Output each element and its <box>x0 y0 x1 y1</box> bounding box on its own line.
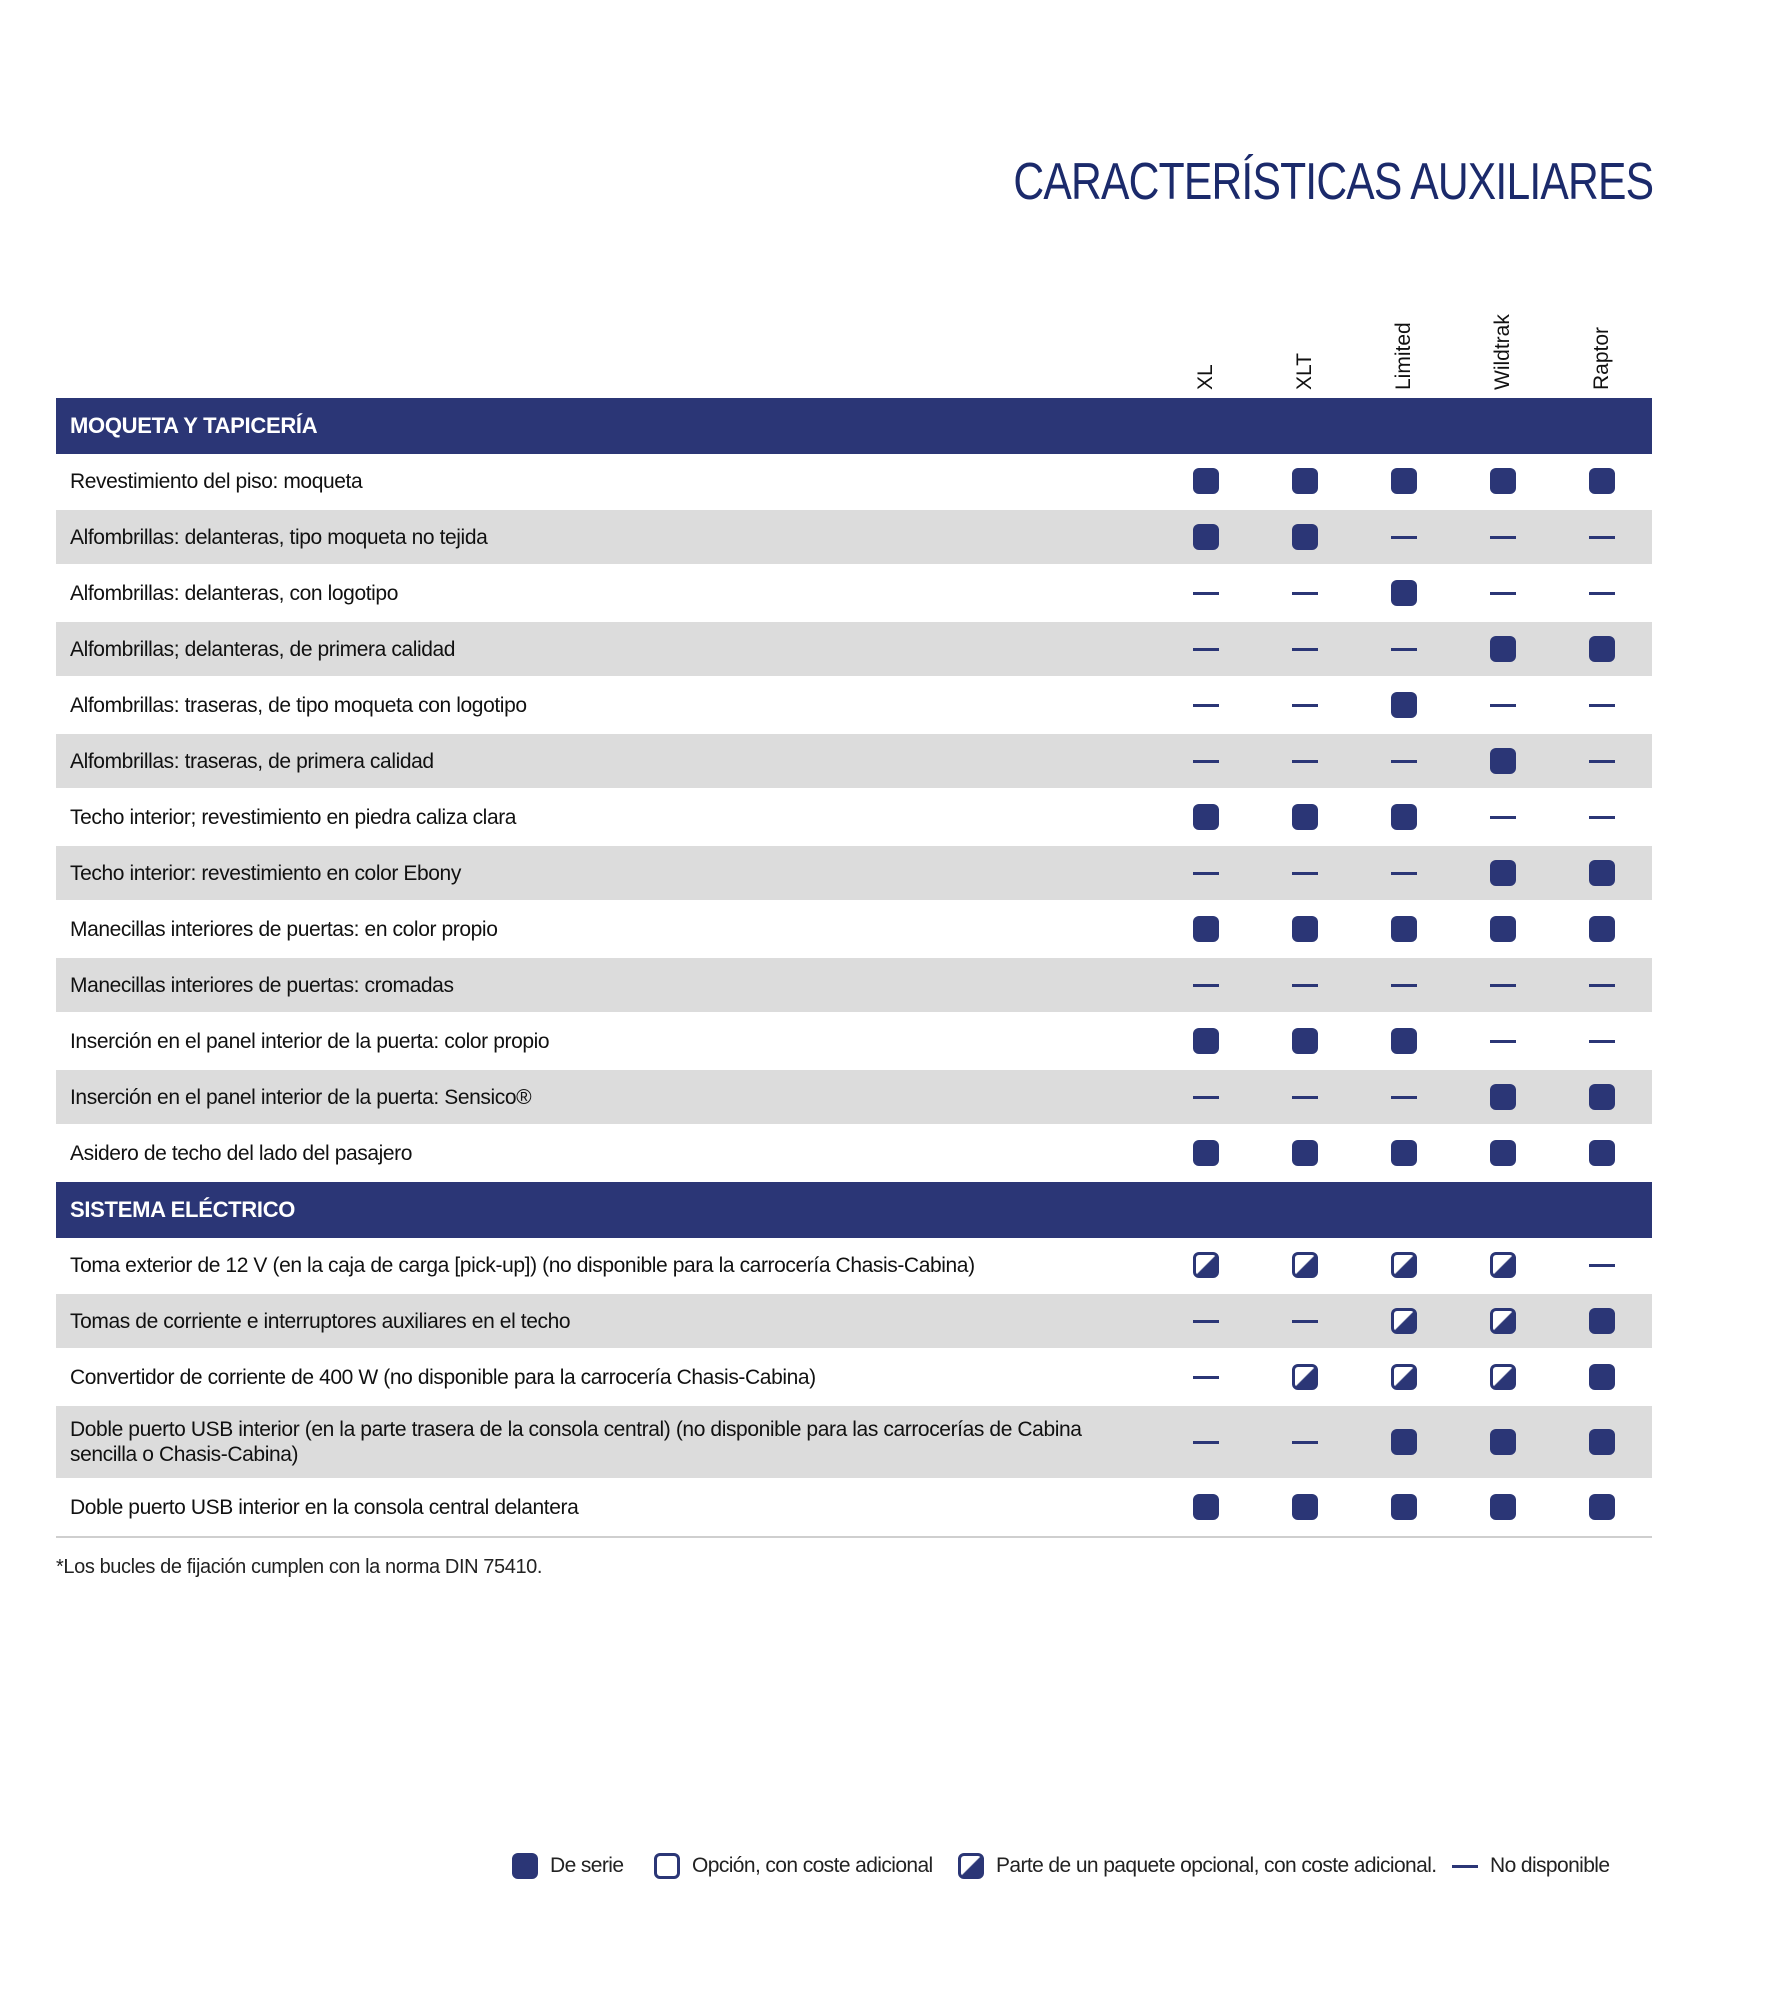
table-cell <box>1587 802 1617 832</box>
standard-icon <box>512 1853 538 1879</box>
dash-icon <box>1292 648 1318 651</box>
table-cell <box>1587 1138 1617 1168</box>
package-icon <box>1292 1364 1318 1390</box>
row-label: Inserción en el panel interior de la puerta: color propio <box>70 1029 550 1053</box>
table-row <box>56 958 1652 1014</box>
dash-icon <box>1292 1441 1318 1444</box>
table-bottom-rule <box>56 1536 1652 1538</box>
dash-icon <box>1292 1320 1318 1323</box>
dash-icon <box>1490 984 1516 987</box>
legend-option <box>654 1846 933 1886</box>
standard-icon <box>1490 1084 1516 1110</box>
dash-icon <box>1193 1096 1219 1099</box>
table-cell <box>1587 1250 1617 1280</box>
standard-icon <box>1292 524 1318 550</box>
table-cell <box>1191 578 1221 608</box>
table-cell <box>1488 1082 1518 1112</box>
dash-icon <box>1292 704 1318 707</box>
table-cell <box>1389 802 1419 832</box>
legend-standard <box>512 1846 623 1886</box>
table-row <box>56 1294 1652 1350</box>
table-cell <box>1587 634 1617 664</box>
standard-icon <box>1292 1028 1318 1054</box>
section-header: SISTEMA ELÉCTRICO <box>56 1182 1652 1238</box>
legend <box>0 1846 1779 1886</box>
table-row <box>56 510 1652 566</box>
table-cell <box>1389 746 1419 776</box>
standard-icon <box>1589 1308 1615 1334</box>
dash-icon <box>1452 1865 1478 1868</box>
table-cell <box>1290 1427 1320 1457</box>
dash-icon <box>1193 592 1219 595</box>
table-cell <box>1488 1306 1518 1336</box>
standard-icon <box>1292 1494 1318 1520</box>
table-cell <box>1191 1138 1221 1168</box>
row-label: Tomas de corriente e interruptores auxiliares en el techo <box>70 1309 571 1333</box>
standard-icon <box>1589 1494 1615 1520</box>
dash-icon <box>1589 592 1615 595</box>
table-cell <box>1488 802 1518 832</box>
page-title: CARACTERÍSTICAS AUXILIARES <box>1013 153 1653 211</box>
row-label: Alfombrillas; delanteras, de primera calidad <box>70 637 456 661</box>
standard-icon <box>1193 804 1219 830</box>
column-header-label: XLT <box>1293 353 1316 390</box>
row-label: Convertidor de corriente de 400 W (no disponible para la carrocería Chasis-Cabina) <box>70 1365 816 1389</box>
table-cell <box>1191 746 1221 776</box>
table-cell <box>1191 1492 1221 1522</box>
table-cell <box>1587 1306 1617 1336</box>
dash-icon <box>1490 592 1516 595</box>
table-cell <box>1587 1492 1617 1522</box>
package-icon <box>1490 1364 1516 1390</box>
row-label: Techo interior: revestimiento en color Ebony <box>70 861 461 885</box>
standard-icon <box>1490 860 1516 886</box>
table-row <box>56 846 1652 902</box>
dash-icon <box>1589 704 1615 707</box>
column-header <box>1290 290 1320 390</box>
legend-package <box>958 1846 1437 1886</box>
row-label: Alfombrillas: delanteras, tipo moqueta no tejida <box>70 525 488 549</box>
table-cell <box>1290 466 1320 496</box>
standard-icon <box>1391 1140 1417 1166</box>
dash-icon <box>1391 1096 1417 1099</box>
dash-icon <box>1589 984 1615 987</box>
standard-icon <box>1292 1140 1318 1166</box>
standard-icon <box>1391 692 1417 718</box>
section-header: MOQUETA Y TAPICERÍA <box>56 398 1652 454</box>
table-cell <box>1488 578 1518 608</box>
dash-icon <box>1391 536 1417 539</box>
table-row <box>56 1350 1652 1406</box>
dash-icon <box>1193 984 1219 987</box>
table-cell <box>1191 634 1221 664</box>
table-cell <box>1488 858 1518 888</box>
standard-icon <box>1589 1084 1615 1110</box>
dash-icon <box>1292 592 1318 595</box>
table-cell <box>1191 970 1221 1000</box>
table-row <box>56 1406 1652 1480</box>
table-cell <box>1488 690 1518 720</box>
row-label: Techo interior; revestimiento en piedra caliza clara <box>70 805 517 829</box>
table-row <box>56 1480 1652 1536</box>
table-cell <box>1290 690 1320 720</box>
footnote: *Los bucles de fijación cumplen con la norma DIN 75410. <box>56 1556 543 1578</box>
table-cell <box>1191 1250 1221 1280</box>
table-cell <box>1290 1082 1320 1112</box>
dash-icon <box>1589 760 1615 763</box>
table-cell <box>1389 578 1419 608</box>
package-icon <box>1193 1252 1219 1278</box>
dash-icon <box>1292 872 1318 875</box>
table-cell <box>1191 1362 1221 1392</box>
standard-icon <box>1193 1028 1219 1054</box>
table-cell <box>1587 1026 1617 1056</box>
table-row <box>56 734 1652 790</box>
package-icon <box>1391 1252 1417 1278</box>
table-cell <box>1587 1362 1617 1392</box>
standard-icon <box>1490 636 1516 662</box>
package-icon <box>1490 1252 1516 1278</box>
table-cell <box>1587 858 1617 888</box>
table-cell <box>1389 1306 1419 1336</box>
standard-icon <box>1490 1429 1516 1455</box>
table-cell <box>1488 1250 1518 1280</box>
row-label: Manecillas interiores de puertas: en color propio <box>70 917 498 941</box>
standard-icon <box>1193 916 1219 942</box>
table-row <box>56 622 1652 678</box>
column-header <box>1389 290 1419 390</box>
table-cell <box>1488 746 1518 776</box>
table-cell <box>1389 690 1419 720</box>
table-cell <box>1290 1306 1320 1336</box>
dash-icon <box>1292 984 1318 987</box>
standard-icon <box>1490 468 1516 494</box>
legend-option-label: Opción, con coste adicional <box>692 1854 933 1877</box>
dash-icon <box>1490 1040 1516 1043</box>
dash-icon <box>1391 648 1417 651</box>
dash-icon <box>1193 1320 1219 1323</box>
standard-icon <box>1391 1028 1417 1054</box>
table-cell <box>1389 1082 1419 1112</box>
row-label: Doble puerto USB interior (en la parte trasera de la consola central) (no disponible para las carrocerías de Cabina sencilla o Chasis-Cabina) <box>70 1418 1082 1466</box>
column-header-label: Limited <box>1392 322 1415 390</box>
table-row <box>56 1238 1652 1294</box>
dash-icon <box>1589 536 1615 539</box>
table-row <box>56 1126 1652 1182</box>
table-cell <box>1587 466 1617 496</box>
column-header-label: Wildtrak <box>1491 314 1514 390</box>
row-label: Revestimiento del piso: moqueta <box>70 469 363 493</box>
table-row <box>56 566 1652 622</box>
table-cell <box>1488 1138 1518 1168</box>
column-header-label: XL <box>1194 364 1217 390</box>
table-cell <box>1587 970 1617 1000</box>
table-cell <box>1587 690 1617 720</box>
table-cell <box>1191 1026 1221 1056</box>
table-cell <box>1389 522 1419 552</box>
table-cell <box>1389 970 1419 1000</box>
dash-icon <box>1589 816 1615 819</box>
table-cell <box>1389 914 1419 944</box>
standard-icon <box>1589 468 1615 494</box>
table-cell <box>1191 914 1221 944</box>
row-label: Alfombrillas: traseras, de primera calidad <box>70 749 434 773</box>
table-cell <box>1290 970 1320 1000</box>
package-icon <box>1391 1308 1417 1334</box>
column-header <box>1191 290 1221 390</box>
table-cell <box>1290 578 1320 608</box>
row-label: Alfombrillas: delanteras, con logotipo <box>70 581 398 605</box>
table-cell <box>1488 1362 1518 1392</box>
table-cell <box>1191 1427 1221 1457</box>
table-cell <box>1191 522 1221 552</box>
dash-icon <box>1193 704 1219 707</box>
standard-icon <box>1490 916 1516 942</box>
column-header <box>1488 290 1518 390</box>
standard-icon <box>1391 1429 1417 1455</box>
table-cell <box>1290 634 1320 664</box>
table-cell <box>1587 1082 1617 1112</box>
table-row <box>56 678 1652 734</box>
standard-icon <box>1391 804 1417 830</box>
legend-unavailable <box>1452 1846 1609 1886</box>
column-header <box>1587 290 1617 390</box>
dash-icon <box>1490 536 1516 539</box>
table-cell <box>1191 690 1221 720</box>
standard-icon <box>1589 916 1615 942</box>
standard-icon <box>1589 1364 1615 1390</box>
row-label: Toma exterior de 12 V (en la caja de carga [pick-up]) (no disponible para la carrocería Chasis-Cabina) <box>70 1253 975 1277</box>
table-cell <box>1488 634 1518 664</box>
column-headers <box>56 290 1652 390</box>
table-row <box>56 790 1652 846</box>
table-cell <box>1290 746 1320 776</box>
standard-icon <box>1490 1140 1516 1166</box>
standard-icon <box>1193 1140 1219 1166</box>
table-cell <box>1389 634 1419 664</box>
standard-icon <box>1391 916 1417 942</box>
dash-icon <box>1391 984 1417 987</box>
table-cell <box>1389 1138 1419 1168</box>
table-cell <box>1290 522 1320 552</box>
table-cell <box>1290 802 1320 832</box>
legend-standard-label: De serie <box>550 1854 624 1877</box>
dash-icon <box>1193 1376 1219 1379</box>
table-cell <box>1191 858 1221 888</box>
row-label: Alfombrillas: traseras, de tipo moqueta con logotipo <box>70 693 527 717</box>
standard-icon <box>1589 860 1615 886</box>
standard-icon <box>1589 636 1615 662</box>
standard-icon <box>1193 524 1219 550</box>
table-cell <box>1389 858 1419 888</box>
table-row <box>56 454 1652 510</box>
dash-icon <box>1193 872 1219 875</box>
table-cell <box>1389 1427 1419 1457</box>
dash-icon <box>1193 648 1219 651</box>
table-cell <box>1488 522 1518 552</box>
row-label: Inserción en el panel interior de la puerta: Sensico® <box>70 1085 532 1109</box>
table-cell <box>1488 970 1518 1000</box>
table-cell <box>1587 578 1617 608</box>
table-row <box>56 902 1652 958</box>
table-cell <box>1587 1427 1617 1457</box>
package-icon <box>1391 1364 1417 1390</box>
table-cell <box>1389 1250 1419 1280</box>
table-cell <box>1587 914 1617 944</box>
dash-icon <box>1391 872 1417 875</box>
standard-icon <box>1490 748 1516 774</box>
standard-icon <box>1490 1494 1516 1520</box>
table-cell <box>1290 858 1320 888</box>
standard-icon <box>1391 1494 1417 1520</box>
table-row <box>56 1014 1652 1070</box>
table-cell <box>1389 466 1419 496</box>
package-icon <box>1490 1308 1516 1334</box>
table-cell <box>1290 1026 1320 1056</box>
dash-icon <box>1391 760 1417 763</box>
row-label: Manecillas interiores de puertas: cromadas <box>70 973 454 997</box>
dash-icon <box>1193 760 1219 763</box>
table-cell <box>1389 1362 1419 1392</box>
dash-icon <box>1292 1096 1318 1099</box>
row-label: Doble puerto USB interior en la consola central delantera <box>70 1495 579 1519</box>
features-table <box>56 398 1652 1538</box>
table-cell <box>1290 1250 1320 1280</box>
package-icon <box>958 1853 984 1879</box>
dash-icon <box>1589 1040 1615 1043</box>
legend-package-label: Parte de un paquete opcional, con coste adicional. <box>996 1854 1437 1877</box>
dash-icon <box>1193 1441 1219 1444</box>
package-icon <box>1292 1252 1318 1278</box>
table-cell <box>1290 914 1320 944</box>
table-cell <box>1290 1138 1320 1168</box>
dash-icon <box>1589 1264 1615 1267</box>
standard-icon <box>1391 468 1417 494</box>
table-cell <box>1191 1082 1221 1112</box>
table-cell <box>1587 746 1617 776</box>
column-header-label: Raptor <box>1590 326 1613 390</box>
table-cell <box>1488 1026 1518 1056</box>
table-cell <box>1191 466 1221 496</box>
table-cell <box>1191 802 1221 832</box>
standard-icon <box>1292 468 1318 494</box>
table-cell <box>1587 522 1617 552</box>
table-cell <box>1488 914 1518 944</box>
standard-icon <box>1391 580 1417 606</box>
standard-icon <box>1292 916 1318 942</box>
standard-icon <box>1589 1429 1615 1455</box>
table-cell <box>1389 1026 1419 1056</box>
row-label: Asidero de techo del lado del pasajero <box>70 1141 413 1165</box>
standard-icon <box>1193 468 1219 494</box>
table-cell <box>1488 1492 1518 1522</box>
dash-icon <box>1490 816 1516 819</box>
standard-icon <box>1292 804 1318 830</box>
standard-icon <box>1193 1494 1219 1520</box>
legend-unavailable-label: No disponible <box>1490 1854 1610 1877</box>
table-cell <box>1290 1362 1320 1392</box>
option-icon <box>654 1853 680 1879</box>
table-cell <box>1191 1306 1221 1336</box>
dash-icon <box>1292 760 1318 763</box>
table-cell <box>1389 1492 1419 1522</box>
dash-icon <box>1490 704 1516 707</box>
table-cell <box>1488 466 1518 496</box>
table-row <box>56 1070 1652 1126</box>
table-cell <box>1290 1492 1320 1522</box>
table-cell <box>1488 1427 1518 1457</box>
standard-icon <box>1589 1140 1615 1166</box>
